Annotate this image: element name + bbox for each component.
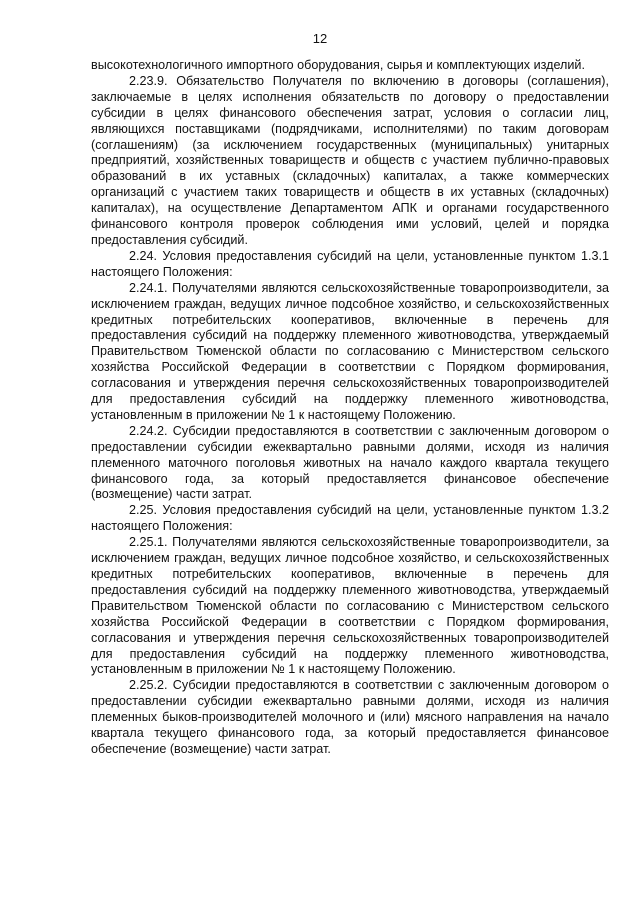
paragraph-2-24: 2.24. Условия предоставления субсидий на цели, установленные пунктом 1.3.1 настоящего Положения: [91, 248, 609, 279]
paragraph-2-25: 2.25. Условия предоставления субсидий на цели, установленные пунктом 1.3.2 настоящего Положения: [91, 503, 609, 534]
paragraph-continuation: высокотехнологичного импортного оборудования, сырья и комплектующих изделий. [91, 58, 585, 72]
page-number: 12 [312, 31, 328, 46]
paragraph-2-23-9: 2.23.9. Обязательство Получателя по включению в договоры (соглашения), заключаемые в целях исполнения обязательств по договору о предоставлении субсидии в целях финансового обеспечения затрат, условия о согласии лиц, являющихся поставщиками (подрядчиками, исполнителями) по таким договорам (соглашениям) (за исключением государственных (муниципальных) унитарных предприятий, хозяйственных товариществ и обществ с участием публично-правовых образований в их уставных (складочных) капиталах, а также коммерческих организаций с участием таких товариществ и обществ в их уставных (складочных) капиталах), на осуществление Департаментом АПК и органами государственного финансового контроля проверок соблюдения ими условий, целей и порядка предоставления субсидий. [91, 73, 609, 247]
document-body [91, 58, 609, 758]
paragraph-2-25-1: 2.25.1. Получателями являются сельскохозяйственные товаропроизводители, за исключением граждан, ведущих личное подсобное хозяйство, и сельскохозяйственных кредитных потребительских кооперативов, включенные в перечень для предоставления субсидий на поддержку племенного животноводства, утверждаемый Правительством Тюменской области по согласованию с Министерством сельского хозяйства Российской Федерации в соответствии с Порядком формирования, согласования и утверждения перечня сельскохозяйственных товаропроизводителей для предоставления субсидий на поддержку племенного животноводства, установленным в приложении № 1 к настоящему Положению. [91, 535, 609, 677]
paragraph-2-24-2: 2.24.2. Субсидии предоставляются в соответствии с заключенным договором о предоставлении субсидии ежеквартально равными долями, исходя из наличия племенного маточного поголовья животных на начало каждого квартала текущего финансового года, за который предоставляется финансовое обеспечение (возмещение) части затрат. [91, 423, 609, 502]
paragraph-2-24-1: 2.24.1. Получателями являются сельскохозяйственные товаропроизводители, за исключением граждан, ведущих личное подсобное хозяйство, и сельскохозяйственных кредитных потребительских кооперативов, включенные в перечень для предоставления субсидий на поддержку племенного животноводства, утверждаемый Правительством Тюменской области по согласованию с Министерством сельского хозяйства Российской Федерации в соответствии с Порядком формирования, согласования и утверждения перечня сельскохозяйственных товаропроизводителей для предоставления субсидий на поддержку племенного животноводства, установленным в приложении № 1 к настоящему Положению. [91, 280, 609, 422]
paragraph-2-25-2: 2.25.2. Субсидии предоставляются в соответствии с заключенным договором о предоставлении субсидии ежеквартально равными долями, исходя из наличия племенных быков-производителей молочного и (или) мясного направления на начало квартала текущего финансового года, за который предоставляется финансовое обеспечение (возмещение) части затрат. [91, 678, 609, 756]
